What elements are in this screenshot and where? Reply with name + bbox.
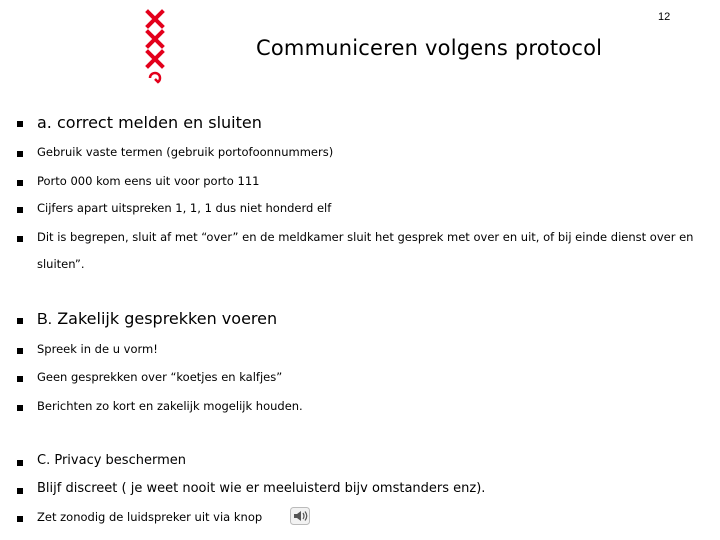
bullet-marker [17, 180, 23, 186]
speaker-icon[interactable] [290, 507, 310, 525]
section-b-heading [37, 309, 277, 329]
bullet-marker [17, 516, 23, 522]
list-item: Porto 000 kom eens uit voor porto 111 [37, 174, 260, 188]
section-b-prefix: B. [37, 311, 53, 328]
page-number: 12 [658, 11, 671, 23]
section-a-heading: a. correct melden en sluiten [37, 113, 262, 132]
list-item: Berichten zo kort en zakelijk mogelijk houden. [37, 399, 303, 413]
list-item: Cijfers apart uitspreken 1, 1, 1 dus niet honderd elf [37, 201, 332, 215]
list-item: Blijf discreet ( je weet nooit wie er meeluisterd bijv omstanders enz). [37, 481, 486, 496]
list-item: Gebruik vaste termen (gebruik portofoonnummers) [37, 145, 334, 159]
bullet-marker [17, 318, 23, 324]
bullet-marker [17, 376, 23, 382]
section-b-title: Zakelijk gesprekken voeren [57, 309, 278, 328]
bullet-marker [17, 405, 23, 411]
list-item: Geen gesprekken over “koetjes en kalfjes” [37, 370, 283, 384]
bullet-marker [17, 207, 23, 213]
list-item: Spreek in de u vorm! [37, 342, 158, 356]
bullet-marker [17, 236, 23, 242]
bullet-marker [17, 488, 23, 494]
bullet-marker [17, 348, 23, 354]
list-item: Zet zonodig de luidspreker uit via knop [37, 510, 263, 524]
slide-title: Communiceren volgens protocol [256, 36, 603, 60]
bullet-marker [17, 121, 23, 127]
list-item-continuation: sluiten”. [37, 257, 85, 271]
list-item: Dit is begrepen, sluit af met “over” en de meldkamer sluit het gesprek met over en uit, of bij einde dienst over en [37, 230, 694, 244]
bullet-marker [17, 151, 23, 157]
section-c-heading: C. Privacy beschermen [37, 453, 186, 468]
bullet-marker [17, 460, 23, 466]
